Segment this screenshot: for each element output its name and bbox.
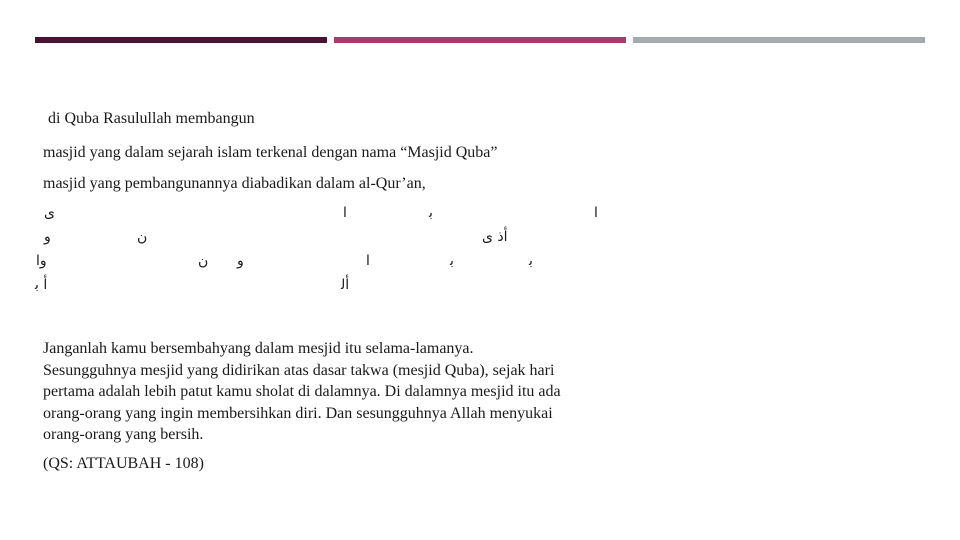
translation-line: pertama adalah lebih patut kamu sholat di dalamnya. Di dalamnya mesjid itu ada: [43, 383, 561, 400]
arabic-fragment: ﺃﻟ: [341, 277, 350, 293]
arabic-fragment: ﺑ: [450, 253, 454, 269]
arabic-fragment: ﺑ: [529, 253, 533, 269]
translation-line: Janganlah kamu bersembahyang dalam mesjid itu selama-lamanya.: [43, 340, 474, 357]
header-accent-bar-2: [334, 37, 626, 43]
arabic-fragment: ا: [343, 205, 347, 221]
verse-reference: (QS: ATTAUBAH - 108): [43, 455, 204, 472]
header-accent-bar-3: [633, 37, 925, 43]
arabic-fragment: ﺃﺫ ﻯ: [482, 229, 508, 245]
translation-line: orang-orang yang bersih.: [43, 426, 204, 443]
arabic-fragment: ن: [137, 229, 148, 245]
arabic-fragment: ﺃ ﺑ: [35, 277, 48, 293]
arabic-fragment: و: [44, 229, 51, 245]
arabic-fragment: و: [237, 253, 244, 269]
arabic-fragment: ﺑ: [429, 205, 433, 221]
arabic-fragment: وا: [36, 253, 47, 269]
translation-line: orang-orang yang ingin membersihkan diri. Dan sesungguhnya Allah menyukai: [43, 404, 553, 422]
arabic-fragment: ا: [594, 205, 598, 221]
intro-line-2: masjid yang dalam sejarah islam terkenal dengan nama “Masjid Quba”: [43, 144, 498, 161]
intro-line-3: masjid yang pembangunannya diabadikan dalam al-Qur’an,: [43, 175, 426, 192]
intro-line-1: di Quba Rasulullah membangun: [48, 110, 255, 127]
translation-line: Sesungguhnya mesjid yang didirikan atas dasar takwa (mesjid Quba), sejak hari: [43, 361, 555, 379]
arabic-fragment: ى: [44, 205, 55, 221]
arabic-fragment: ا: [366, 253, 370, 269]
verse-translation: [43, 338, 643, 446]
header-accent-bar-1: [35, 37, 327, 43]
arabic-fragment: ن: [198, 253, 209, 269]
